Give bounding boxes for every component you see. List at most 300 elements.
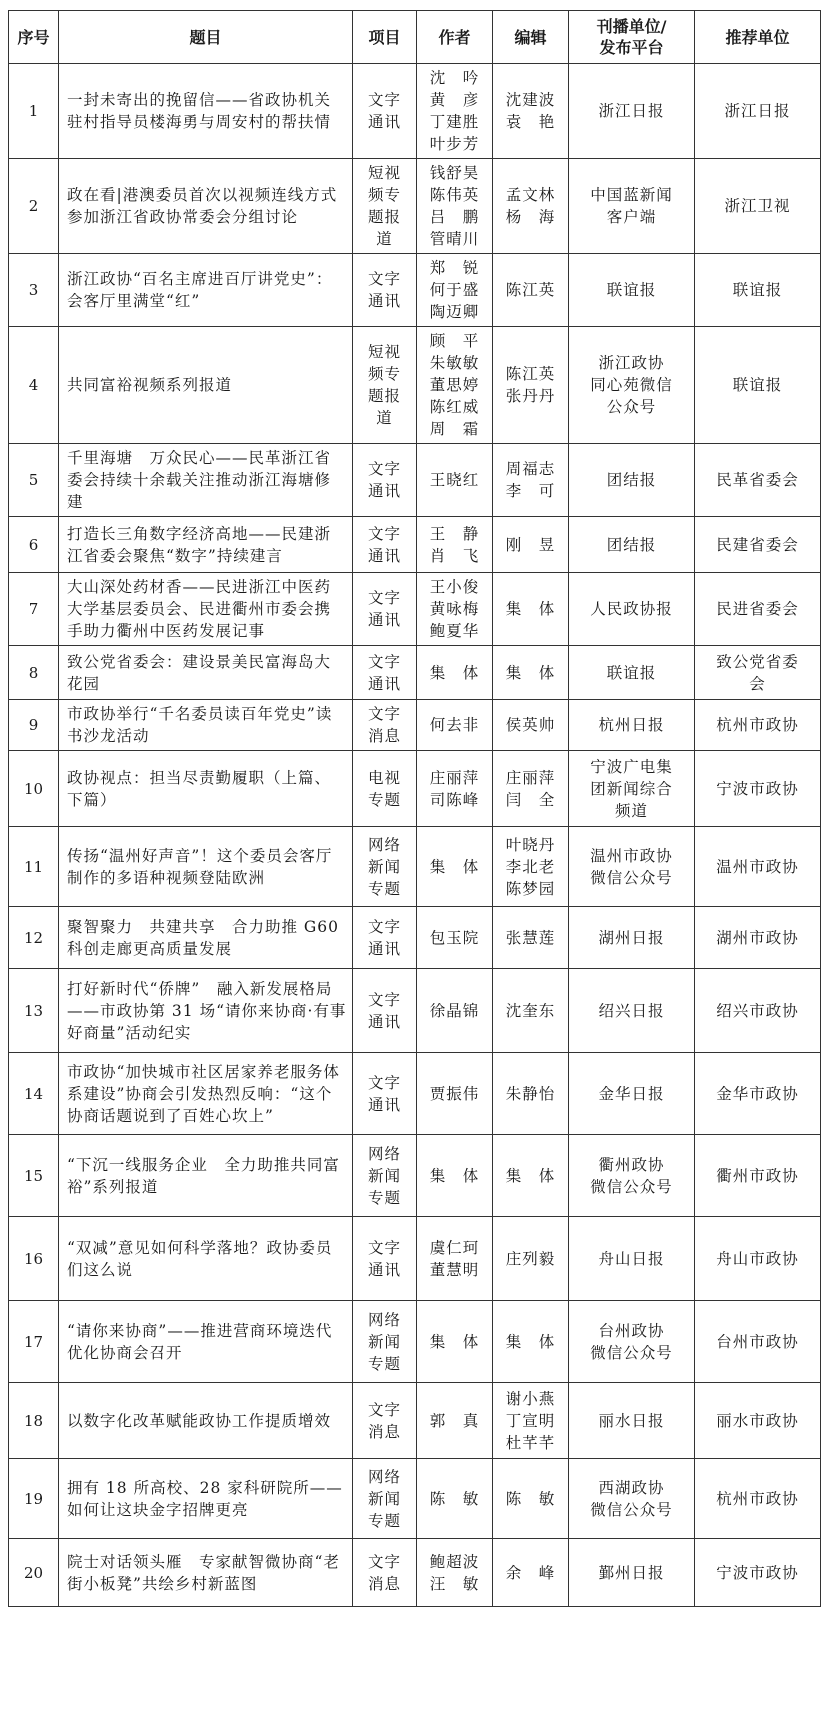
row-editor-line: 杨 海 (505, 208, 556, 226)
header-project: 项目 (353, 11, 417, 64)
row-project-line: 通讯 (367, 292, 401, 310)
row-project-line: 题报 (367, 387, 401, 405)
row-editor (493, 444, 569, 517)
row-publisher-line: 微信公众号 (590, 1500, 673, 1519)
row-number: 12 (9, 907, 59, 969)
row-publisher-line: 客户端 (606, 208, 657, 226)
row-number: 2 (9, 159, 59, 254)
row-number: 11 (9, 827, 59, 907)
row-recommender (695, 827, 821, 907)
row-recommender-line: 浙江卫视 (724, 197, 791, 215)
row-editor-line: 陈江英 (505, 281, 556, 299)
row-author-line: 郭 真 (429, 1411, 480, 1430)
row-project-line: 文字 (367, 589, 401, 607)
row-publisher (569, 444, 695, 517)
row-recommender (695, 1053, 821, 1135)
row-author-line: 何去非 (429, 716, 480, 734)
row-editor (493, 1459, 569, 1539)
row-project-line: 通讯 (367, 611, 401, 629)
row-project-line: 专题 (367, 1511, 401, 1530)
row-project-line: 文字 (367, 1400, 401, 1419)
row-editor (493, 1301, 569, 1383)
row-publisher-line: 温州市政协 (590, 846, 673, 865)
row-project-line: 通讯 (367, 674, 401, 693)
row-recommender-line: 联谊报 (732, 376, 783, 394)
row-author (417, 1301, 493, 1383)
table-row (9, 907, 821, 969)
row-recommender (695, 64, 821, 159)
row-editor-line: 张慧莲 (505, 928, 556, 947)
row-title: “请你来协商”——推进营商环境迭代优化协商会召开 (59, 1301, 353, 1383)
row-title: 致公党省委会：建设景美民富海岛大花园 (59, 646, 353, 700)
header-publisher-line: 刊播单位/ (596, 17, 667, 36)
row-publisher (569, 1301, 695, 1383)
row-editor-line: 庄列毅 (505, 1249, 556, 1268)
row-number: 6 (9, 517, 59, 573)
row-editor-line: 闫 全 (505, 790, 556, 809)
awards-table (8, 10, 821, 1607)
row-author (417, 1459, 493, 1539)
row-editor-line: 沈奎东 (505, 1001, 556, 1020)
row-publisher (569, 1053, 695, 1135)
row-author-line: 何于盛 (429, 281, 480, 299)
row-recommender-line: 台州市政协 (716, 1332, 799, 1351)
row-publisher (569, 1539, 695, 1607)
row-publisher-line: 金华日报 (598, 1084, 665, 1103)
row-editor (493, 517, 569, 573)
row-recommender-line: 绍兴市政协 (716, 1001, 799, 1020)
row-project (353, 517, 417, 573)
table-row (9, 327, 821, 444)
row-editor-line: 李北老 (505, 857, 556, 876)
row-publisher-line: 舟山日报 (598, 1249, 665, 1268)
row-number: 3 (9, 254, 59, 327)
row-editor (493, 1539, 569, 1607)
row-editor (493, 907, 569, 969)
row-author (417, 827, 493, 907)
row-project-line: 文字 (367, 1238, 401, 1257)
row-author-line: 包玉院 (429, 928, 480, 947)
row-recommender (695, 1301, 821, 1383)
table-row (9, 573, 821, 646)
row-title: 共同富裕视频系列报道 (59, 327, 353, 444)
row-editor-line: 谢小燕 (505, 1389, 556, 1408)
row-recommender (695, 646, 821, 700)
row-publisher-line: 宁波广电集 (590, 757, 673, 776)
row-publisher-line: 人民政协报 (590, 600, 673, 618)
table-row (9, 1459, 821, 1539)
row-author-line: 集 体 (429, 857, 480, 876)
header-row (9, 11, 821, 64)
row-editor-line: 庄丽萍 (505, 768, 556, 787)
row-project (353, 1383, 417, 1459)
table-body (9, 64, 821, 1607)
row-author (417, 1217, 493, 1301)
row-editor (493, 573, 569, 646)
row-title: 聚智聚力 共建共享 合力助推 G60 科创走廊更高质量发展 (59, 907, 353, 969)
row-publisher-line: 团新闻综合 (590, 779, 673, 798)
row-editor (493, 159, 569, 254)
row-publisher-line: 微信公众号 (590, 868, 673, 887)
row-publisher-line: 鄞州日报 (598, 1563, 665, 1582)
row-project-line: 频专 (367, 365, 401, 383)
row-project-line: 文字 (367, 270, 401, 288)
table-row (9, 700, 821, 751)
row-project (353, 254, 417, 327)
header-index: 序号 (9, 11, 59, 64)
row-publisher-line: 西湖政协 (598, 1478, 665, 1497)
row-number: 9 (9, 700, 59, 751)
row-project-line: 网络 (367, 1310, 401, 1329)
row-publisher (569, 827, 695, 907)
row-recommender-line: 致公党省委 (716, 652, 799, 671)
row-project-line: 专题 (367, 1354, 401, 1373)
row-project (353, 1217, 417, 1301)
row-title: 拥有 18 所高校、28 家科研院所——如何让这块金字招牌更亮 (59, 1459, 353, 1539)
row-project-line: 消息 (367, 727, 401, 745)
row-author-line: 董思婷 (429, 376, 480, 394)
row-recommender-line: 湖州市政协 (716, 928, 799, 947)
row-recommender-line: 杭州市政协 (716, 716, 799, 734)
row-project-line: 专题 (367, 1188, 401, 1207)
row-editor-line: 陈 敏 (505, 1489, 556, 1508)
row-project-line: 文字 (367, 917, 401, 936)
row-editor (493, 751, 569, 827)
row-author-line: 贾振伟 (429, 1084, 480, 1103)
row-project (353, 1301, 417, 1383)
row-publisher-line: 团结报 (606, 535, 657, 554)
row-title: 市政协“加快城市社区居家养老服务体系建设”协商会引发热烈反响：“这个协商话题说到了百姓心坎上” (59, 1053, 353, 1135)
row-recommender (695, 751, 821, 827)
row-number: 16 (9, 1217, 59, 1301)
row-publisher-line: 公众号 (606, 398, 657, 416)
row-project-line: 文字 (367, 1552, 401, 1571)
row-publisher (569, 1135, 695, 1217)
row-editor (493, 700, 569, 751)
row-project (353, 573, 417, 646)
row-recommender-line: 衢州市政协 (716, 1166, 799, 1185)
row-editor-line: 叶晓丹 (505, 835, 556, 854)
row-publisher-line: 衢州政协 (598, 1155, 665, 1174)
row-author-line: 虞仁珂 (429, 1238, 480, 1257)
row-author-line: 鲍夏华 (429, 622, 480, 640)
table-row (9, 969, 821, 1053)
row-editor-line: 杜芊芊 (505, 1433, 556, 1452)
row-number: 10 (9, 751, 59, 827)
row-project-line: 网络 (367, 1144, 401, 1163)
row-author (417, 751, 493, 827)
row-project-line: 专题 (367, 790, 401, 809)
row-author (417, 1383, 493, 1459)
row-publisher-line: 浙江政协 (598, 354, 665, 372)
table-row (9, 1135, 821, 1217)
row-project (353, 327, 417, 444)
row-publisher (569, 969, 695, 1053)
row-editor-line: 集 体 (505, 600, 556, 618)
row-publisher (569, 254, 695, 327)
row-title: 院士对话领头雁 专家献智微协商“老街小板凳”共绘乡村新蓝图 (59, 1539, 353, 1607)
row-editor (493, 64, 569, 159)
row-title: 政在看|港澳委员首次以视频连线方式参加浙江省政协常委会分组讨论 (59, 159, 353, 254)
row-number: 19 (9, 1459, 59, 1539)
row-author-line: 钱舒昊 (429, 164, 480, 182)
row-project (353, 159, 417, 254)
row-editor (493, 1135, 569, 1217)
row-project-line: 短视 (367, 164, 401, 182)
row-author-line: 吕 鹏 (429, 208, 480, 226)
row-recommender-line: 丽水市政协 (716, 1411, 799, 1430)
row-project-line: 通讯 (367, 1260, 401, 1279)
row-author-line: 周 霜 (429, 420, 480, 438)
row-author-line: 司陈峰 (429, 790, 480, 809)
row-publisher-line: 频道 (614, 801, 648, 820)
row-editor-line: 孟文林 (505, 186, 556, 204)
row-project-line: 道 (376, 230, 393, 248)
row-author-line: 丁建胜 (429, 113, 480, 131)
row-publisher (569, 907, 695, 969)
row-publisher (569, 573, 695, 646)
row-number: 1 (9, 64, 59, 159)
row-recommender-line: 民革省委会 (716, 471, 799, 489)
row-author-line: 集 体 (429, 1332, 480, 1351)
row-number: 20 (9, 1539, 59, 1607)
row-recommender (695, 1383, 821, 1459)
row-recommender-line: 金华市政协 (716, 1084, 799, 1103)
table-row (9, 444, 821, 517)
row-editor-line: 陈梦园 (505, 879, 556, 898)
row-title: 政协视点：担当尽责勤履职（上篇、下篇） (59, 751, 353, 827)
row-author-line: 董慧明 (429, 1260, 480, 1279)
row-recommender (695, 1217, 821, 1301)
header-publisher (569, 11, 695, 64)
row-publisher-line: 湖州日报 (598, 928, 665, 947)
row-author-line: 陈 敏 (429, 1489, 480, 1508)
row-publisher-line: 丽水日报 (598, 1411, 665, 1430)
row-author (417, 1135, 493, 1217)
row-editor (493, 1383, 569, 1459)
row-project (353, 827, 417, 907)
row-author-line: 陶迈卿 (429, 303, 480, 321)
row-recommender-line: 民进省委会 (716, 600, 799, 618)
row-publisher-line: 微信公众号 (590, 1343, 673, 1362)
row-number: 7 (9, 573, 59, 646)
row-editor (493, 1217, 569, 1301)
row-publisher (569, 700, 695, 751)
row-publisher-line: 联谊报 (606, 663, 657, 682)
row-recommender-line: 宁波市政协 (716, 779, 799, 798)
row-recommender (695, 159, 821, 254)
row-project-line: 文字 (367, 652, 401, 671)
row-author-line: 庄丽萍 (429, 768, 480, 787)
row-project-line: 通讯 (367, 113, 401, 131)
header-author: 作者 (417, 11, 493, 64)
awards-table-sheet (8, 10, 821, 1607)
row-author-line: 王 静 (429, 524, 480, 543)
row-project-line: 消息 (367, 1422, 401, 1441)
row-recommender (695, 700, 821, 751)
row-editor (493, 254, 569, 327)
row-project (353, 751, 417, 827)
row-publisher (569, 646, 695, 700)
row-project-line: 新闻 (367, 1166, 401, 1185)
row-author (417, 64, 493, 159)
table-row (9, 1539, 821, 1607)
row-author-line: 陈红威 (429, 398, 480, 416)
row-number: 17 (9, 1301, 59, 1383)
table-row (9, 751, 821, 827)
row-author-line: 肖 飞 (429, 546, 480, 565)
row-author (417, 700, 493, 751)
table-row (9, 254, 821, 327)
row-publisher-line: 中国蓝新闻 (590, 186, 673, 204)
row-recommender-line: 舟山市政协 (716, 1249, 799, 1268)
row-editor-line: 余 峰 (505, 1563, 556, 1582)
row-recommender (695, 1135, 821, 1217)
row-project-line: 文字 (367, 524, 401, 543)
row-author (417, 1053, 493, 1135)
table-row (9, 1383, 821, 1459)
row-publisher (569, 64, 695, 159)
row-author (417, 517, 493, 573)
row-author-line: 徐晶锦 (429, 1001, 480, 1020)
row-project-line: 新闻 (367, 1332, 401, 1351)
row-author-line: 叶步芳 (429, 135, 480, 153)
row-number: 14 (9, 1053, 59, 1135)
row-project-line: 电视 (367, 768, 401, 787)
row-publisher (569, 1217, 695, 1301)
row-author-line: 管晴川 (429, 230, 480, 248)
row-project (353, 1135, 417, 1217)
row-author (417, 907, 493, 969)
row-project-line: 文字 (367, 91, 401, 109)
row-project-line: 专题 (367, 879, 401, 898)
header-editor: 编辑 (493, 11, 569, 64)
row-recommender (695, 444, 821, 517)
row-number: 18 (9, 1383, 59, 1459)
row-project-line: 短视 (367, 343, 401, 361)
row-project-line: 道 (376, 409, 393, 427)
row-number: 4 (9, 327, 59, 444)
row-project-line: 网络 (367, 835, 401, 854)
row-project-line: 消息 (367, 1574, 401, 1593)
row-author (417, 1539, 493, 1607)
row-project-line: 文字 (367, 990, 401, 1009)
row-recommender (695, 1539, 821, 1607)
row-project-line: 通讯 (367, 546, 401, 565)
row-title: 传扬“温州好声音”！这个委员会客厅制作的多语种视频登陆欧洲 (59, 827, 353, 907)
table-row (9, 64, 821, 159)
row-author-line: 郑 锐 (429, 259, 480, 277)
row-author-line: 顾 平 (429, 332, 480, 350)
row-title: 市政协举行“千名委员读百年党史”读书沙龙活动 (59, 700, 353, 751)
row-editor-line: 张丹丹 (505, 387, 556, 405)
row-project-line: 通讯 (367, 1095, 401, 1114)
row-project-line: 文字 (367, 1073, 401, 1092)
row-project (353, 64, 417, 159)
row-recommender (695, 254, 821, 327)
row-editor-line: 沈建波 (505, 91, 556, 109)
row-project (353, 444, 417, 517)
row-project-line: 题报 (367, 208, 401, 226)
row-editor-line: 集 体 (505, 663, 556, 682)
row-editor-line: 周福志 (505, 460, 556, 478)
row-author-line: 沈 吟 (429, 69, 480, 87)
row-editor-line: 刚 昱 (505, 535, 556, 554)
row-title: 以数字化改革赋能政协工作提质增效 (59, 1383, 353, 1459)
row-title: 千里海塘 万众民心——民革浙江省委会持续十余载关注推动浙江海塘修建 (59, 444, 353, 517)
row-project-line: 通讯 (367, 939, 401, 958)
row-editor-line: 袁 艳 (505, 113, 556, 131)
row-author-line: 汪 敏 (429, 1574, 480, 1593)
row-project-line: 通讯 (367, 1012, 401, 1031)
row-publisher (569, 1383, 695, 1459)
row-author-line: 陈伟英 (429, 186, 480, 204)
row-editor-line: 丁宣明 (505, 1411, 556, 1430)
row-project-line: 网络 (367, 1467, 401, 1486)
row-editor-line: 朱静怡 (505, 1084, 556, 1103)
row-number: 8 (9, 646, 59, 700)
row-author-line: 集 体 (429, 663, 480, 682)
row-editor-line: 集 体 (505, 1166, 556, 1185)
row-project-line: 文字 (367, 705, 401, 723)
row-number: 13 (9, 969, 59, 1053)
row-author (417, 646, 493, 700)
row-project-line: 新闻 (367, 857, 401, 876)
row-editor-line: 李 可 (505, 482, 556, 500)
row-publisher (569, 751, 695, 827)
table-row (9, 1301, 821, 1383)
row-title: “下沉一线服务企业 全力助推共同富裕”系列报道 (59, 1135, 353, 1217)
row-project (353, 969, 417, 1053)
row-recommender-line: 温州市政协 (716, 857, 799, 876)
row-recommender (695, 907, 821, 969)
row-author (417, 969, 493, 1053)
row-project-line: 通讯 (367, 482, 401, 500)
row-editor-line: 集 体 (505, 1332, 556, 1351)
row-recommender-line: 联谊报 (732, 281, 783, 299)
row-author (417, 159, 493, 254)
row-author (417, 573, 493, 646)
row-recommender-line: 宁波市政协 (716, 1563, 799, 1582)
row-editor (493, 646, 569, 700)
row-publisher-line: 绍兴日报 (598, 1001, 665, 1020)
header-publisher-line: 发布平台 (599, 38, 664, 57)
row-recommender (695, 1459, 821, 1539)
row-project-line: 频专 (367, 186, 401, 204)
header-recommender: 推荐单位 (695, 11, 821, 64)
row-editor-line: 侯英帅 (505, 716, 556, 734)
row-author-line: 黄咏梅 (429, 600, 480, 618)
row-editor-line: 陈江英 (505, 365, 556, 383)
table-row (9, 646, 821, 700)
row-project (353, 700, 417, 751)
row-recommender-line: 浙江日报 (724, 102, 791, 120)
row-recommender-line: 会 (749, 674, 766, 693)
row-author (417, 327, 493, 444)
row-project-line: 新闻 (367, 1489, 401, 1508)
row-publisher-line: 杭州日报 (598, 716, 665, 734)
row-author-line: 集 体 (429, 1166, 480, 1185)
row-title: 打造长三角数字经济高地——民建浙江省委会聚焦“数字”持续建言 (59, 517, 353, 573)
row-title: “双减”意见如何科学落地？政协委员们这么说 (59, 1217, 353, 1301)
table-row (9, 517, 821, 573)
row-publisher (569, 327, 695, 444)
row-editor (493, 1053, 569, 1135)
row-editor (493, 327, 569, 444)
row-author-line: 朱敏敏 (429, 354, 480, 372)
row-author-line: 黄 彦 (429, 91, 480, 109)
row-project (353, 907, 417, 969)
